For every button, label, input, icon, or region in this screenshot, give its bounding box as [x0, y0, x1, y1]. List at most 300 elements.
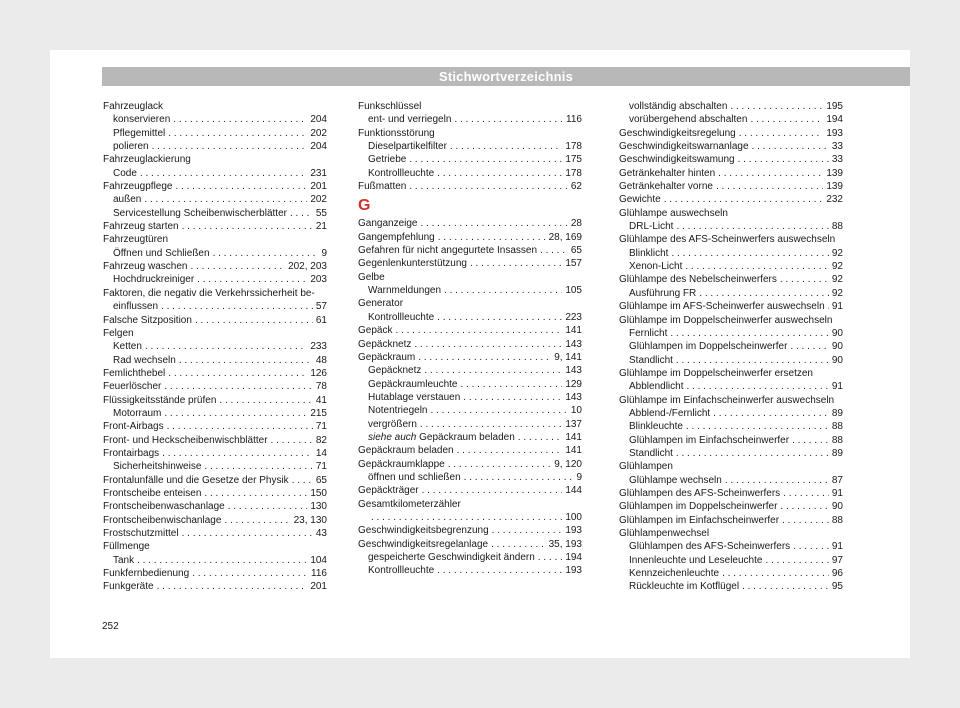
entry-label: Gelbe [358, 271, 385, 283]
index-subentry [619, 567, 843, 580]
entry-page-ref: 204 [310, 114, 327, 126]
entry-page-ref: 141 [565, 445, 582, 457]
entry-label-continued: einflussen [113, 301, 159, 313]
leader-dots [137, 554, 307, 567]
entry-page-ref: 143 [565, 365, 582, 377]
leader-dots [144, 193, 307, 206]
entry-label: Rückleuchte im Kotflügel [629, 581, 740, 593]
leader-dots [540, 244, 568, 257]
entry-label: Geschwindigkeitswarnanlage [619, 141, 749, 153]
entry-page-ref: 71 [315, 421, 327, 433]
leader-dots [676, 354, 829, 367]
entry-label: Standlicht [629, 447, 673, 459]
entry-page-ref: 9 [576, 471, 582, 483]
index-subentry [358, 311, 582, 324]
entry-label: Gesamtkilometerzähler [358, 498, 461, 510]
index-subentry [103, 460, 327, 473]
entry-label: konservieren [113, 114, 171, 126]
entry-page-ref: 178 [565, 167, 582, 179]
entry-page-ref: 116 [566, 114, 582, 126]
index-entry [103, 500, 327, 513]
entry-page-ref: 23, 130 [293, 514, 327, 526]
leader-dots [783, 487, 829, 500]
entry-label: Funkschlüssel [358, 101, 422, 112]
index-entry [103, 527, 327, 540]
leader-dots [424, 364, 562, 377]
entry-label: Gewichte [619, 194, 661, 206]
index-entry [619, 394, 843, 407]
index-entry [358, 524, 582, 537]
entry-page-ref: 202 [310, 194, 327, 206]
entry-label: vollständig abschalten [629, 101, 728, 112]
index-entry [103, 314, 327, 327]
entry-label: Ganganzeige [358, 218, 418, 230]
entry-label: Glühlampen im Doppelscheinwerfer [629, 341, 788, 353]
leader-dots [538, 551, 563, 564]
entry-label: vorübergehend abschalten [629, 114, 748, 126]
entry-label: Kontrollleuchte [368, 167, 435, 179]
leader-dots [685, 260, 829, 273]
index-subentry [103, 247, 327, 260]
entry-label: Geschwindigkeitsregelung [619, 127, 736, 139]
entry-page-ref: 175 [565, 154, 582, 166]
index-entry [103, 367, 327, 380]
entry-label: Front-Airbags [103, 421, 164, 433]
leader-dots [454, 113, 563, 126]
entry-page-ref: 87 [831, 474, 843, 486]
index-subentry [358, 551, 582, 564]
leader-dots [213, 247, 319, 260]
entry-label: Fahrzeugpflege [103, 181, 173, 193]
leader-dots [395, 324, 562, 337]
entry-page-ref: 204 [310, 141, 327, 153]
leader-dots [152, 140, 308, 153]
entry-label: Felgen [103, 327, 134, 339]
leader-dots [414, 338, 562, 351]
leader-dots [290, 207, 313, 220]
leader-dots [463, 391, 562, 404]
index-entry [358, 297, 582, 310]
entry-page-ref: 55 [315, 207, 327, 219]
index-subentry [619, 247, 843, 260]
index-entry [103, 180, 327, 193]
entry-page-ref: 92 [831, 274, 843, 286]
entry-page-ref: 97 [831, 554, 843, 566]
index-entry [619, 167, 843, 180]
entry-page-ref: 129 [565, 378, 582, 390]
leader-dots [224, 514, 290, 527]
leader-dots [450, 140, 562, 153]
leader-dots [670, 327, 829, 340]
entry-page-ref: 88 [831, 434, 843, 446]
index-entry [358, 244, 582, 257]
leader-dots [518, 431, 563, 444]
entry-page-ref: 231 [310, 167, 327, 179]
index-entry [103, 514, 327, 527]
entry-label: Glühlampen im Doppelscheinwerfer [619, 501, 778, 513]
index-subentry [103, 354, 327, 367]
entry-label: Gepäckraumklappe [358, 458, 445, 470]
entry-page-ref: 91 [831, 541, 843, 553]
entry-page-ref: 202 [310, 127, 327, 139]
index-entry [103, 567, 327, 580]
entry-label: Glühlampe im AFS-Scheinwerfer auswechseln [619, 301, 825, 313]
entry-label: Flüssigkeitsstände prüfen [103, 394, 217, 406]
index-subentry [103, 407, 327, 420]
leader-dots [437, 311, 562, 324]
leader-dots [686, 420, 829, 433]
leader-dots [145, 340, 307, 353]
entry-page-ref: 201 [310, 181, 327, 193]
index-entry [619, 273, 843, 286]
leader-dots [676, 447, 829, 460]
index-subentry [358, 564, 582, 577]
entry-page-ref: 88 [831, 221, 843, 233]
index-subentry [358, 364, 582, 377]
entry-page-ref: 62 [570, 181, 582, 193]
entry-page-ref: 28, 169 [548, 231, 582, 243]
leader-dots [792, 434, 829, 447]
index-entry [619, 500, 843, 513]
entry-page-ref: 143 [565, 338, 582, 350]
index-subentry [103, 127, 327, 140]
entry-label: Gepäck [358, 325, 393, 337]
entry-label: Fahrzeug waschen [103, 261, 188, 273]
leader-dots [750, 113, 823, 126]
entry-label: Fahrzeug starten [103, 221, 179, 233]
leader-dots [739, 127, 824, 140]
index-subentry [358, 140, 582, 153]
entry-page-ref: 92 [831, 247, 843, 259]
entry-label: Gepäckraum [358, 351, 416, 363]
entry-page-ref: 202, 203 [288, 261, 327, 273]
index-entry [358, 538, 582, 551]
index-entry [358, 231, 582, 244]
leader-dots [176, 180, 308, 193]
index-entry [619, 180, 843, 193]
entry-page-ref: 82 [315, 434, 327, 446]
entry-label: Getriebe [368, 154, 407, 166]
index-subentry [103, 193, 327, 206]
entry-label: Frontscheibenwaschanlage [103, 501, 225, 513]
index-subentry [103, 273, 327, 286]
leader-dots [718, 167, 823, 180]
index-subentry [619, 340, 843, 353]
leader-dots [430, 404, 567, 417]
entry-page-ref: 88 [831, 514, 843, 526]
entry-label: Femlichthebel [103, 367, 166, 379]
leader-dots [444, 284, 562, 297]
entry-page-ref: 65 [315, 474, 327, 486]
index-entry [358, 217, 582, 230]
index-entry [358, 180, 582, 193]
leader-dots [167, 420, 313, 433]
entry-page-ref: 89 [831, 407, 843, 419]
index-entry [103, 487, 327, 500]
leader-dots [725, 474, 829, 487]
entry-label: Gegenlenkunterstützung [358, 258, 467, 270]
entry-label: Pflegemittel [113, 127, 166, 139]
entry-label: Fernlicht [629, 327, 668, 339]
entry-page-ref: 90 [831, 354, 843, 366]
leader-dots [409, 153, 562, 166]
entry-page-ref: 91 [831, 381, 843, 393]
section-letter: G [358, 197, 371, 215]
entry-label: Glühlampe im Doppelscheinwerfer ersetzen [619, 367, 813, 379]
entry-label: Gefahren für nicht angegurtete Insassen [358, 245, 538, 257]
index-entry [103, 434, 327, 447]
entry-label: Rad wechseln [113, 354, 176, 366]
leader-dots [492, 524, 563, 537]
entry-page-ref: 65 [570, 245, 582, 257]
entry-page-ref: 215 [310, 407, 327, 419]
entry-label: Notentriegeln [368, 405, 428, 417]
leader-dots [164, 407, 307, 420]
entry-page-ref: 95 [831, 581, 843, 593]
index-subentry [358, 391, 582, 404]
entry-label: Gangempfehlung [358, 231, 435, 243]
index-subentry [358, 153, 582, 166]
index-column-3 [619, 100, 843, 594]
leader-dots [470, 257, 562, 270]
entry-label: Faktoren, die negativ die Verkehrssicherheit be- [103, 287, 315, 299]
leader-dots [457, 444, 563, 457]
leader-dots [671, 247, 828, 260]
index-entry [103, 540, 327, 553]
entry-label: Falsche Sitzposition [103, 314, 192, 326]
entry-label: Getränkehalter hinten [619, 167, 716, 179]
entry-page-ref: 90 [831, 327, 843, 339]
entry-page-ref: 91 [831, 301, 843, 313]
leader-dots [422, 484, 563, 497]
index-entry [103, 474, 327, 487]
index-subentry [619, 580, 843, 593]
entry-label: öffnen und schließen [368, 471, 461, 483]
index-subentry [619, 380, 843, 393]
entry-label: Frontscheibenwischanlage [103, 514, 222, 526]
leader-dots [182, 220, 313, 233]
leader-dots [164, 380, 313, 393]
leader-dots [437, 167, 562, 180]
entry-page-ref: 233 [310, 341, 327, 353]
index-subentry [619, 220, 843, 233]
leader-dots [752, 140, 829, 153]
index-entry [103, 380, 327, 393]
index-entry [358, 444, 582, 457]
entry-label: Gepäcknetz [368, 365, 422, 377]
leader-dots [204, 487, 307, 500]
entry-page-ref: 193 [565, 525, 582, 537]
index-entry [103, 153, 327, 166]
leader-dots [793, 540, 829, 553]
index-entry [103, 220, 327, 233]
index-subentry [619, 354, 843, 367]
entry-page-ref: 143 [565, 391, 582, 403]
index-subentry [619, 327, 843, 340]
leader-dots [173, 113, 307, 126]
entry-label: Standlicht [629, 354, 673, 366]
entry-label: Glühlampe wechseln [629, 474, 722, 486]
index-subentry [358, 113, 582, 126]
entry-page-ref: 88 [831, 421, 843, 433]
entry-label: Hutablage verstauen [368, 391, 461, 403]
entry-page-ref: 141 [565, 325, 582, 337]
leader-dots [418, 351, 551, 364]
index-subentry [619, 434, 843, 447]
entry-page-ref: 201 [310, 581, 327, 593]
index-subentry [103, 140, 327, 153]
entry-label: Fußmatten [358, 181, 407, 193]
index-entry [619, 127, 843, 140]
leader-dots [371, 511, 562, 524]
index-entry [358, 351, 582, 364]
entry-page-ref: 41 [315, 394, 327, 406]
index-subentry [619, 420, 843, 433]
leader-dots [713, 407, 829, 420]
entry-label: Kennzeichenleuchte [629, 568, 720, 580]
entry-page-ref: 78 [315, 381, 327, 393]
index-entry [103, 233, 327, 246]
entry-label: Blinklicht [629, 247, 669, 259]
leader-dots [742, 580, 829, 593]
leader-dots [162, 447, 313, 460]
entry-page-ref: 193 [565, 565, 582, 577]
entry-label: Frostschutzmittel [103, 528, 179, 539]
leader-dots [765, 554, 828, 567]
entry-page-ref: 194 [565, 552, 582, 563]
index-entry [619, 514, 843, 527]
leader-dots [722, 567, 829, 580]
entry-label: Gepäcknetz [358, 338, 412, 350]
entry-page-ref: 137 [565, 418, 582, 430]
leader-dots [140, 167, 307, 180]
entry-label: Kontrollleuchte [368, 565, 435, 577]
index-entry [103, 420, 327, 433]
leader-dots [790, 340, 828, 353]
entry-label: Xenon-Licht [629, 261, 683, 273]
entry-label: ent- und verriegeln [368, 114, 452, 126]
page-number: 252 [102, 621, 119, 632]
entry-label: Geschwindigkeitsregelanlage [358, 538, 489, 550]
entry-label: Glühlampe des AFS-Scheinwerfers auswechseln [619, 234, 836, 246]
leader-dots [421, 217, 568, 230]
entry-page-ref: 139 [826, 181, 843, 193]
leader-dots [195, 314, 313, 327]
index-entry [358, 458, 582, 471]
entry-label: Glühlampen im Einfachscheinwerfer [619, 514, 780, 526]
index-subentry [619, 113, 843, 126]
entry-page-ref: 14 [315, 447, 327, 459]
entry-page-ref: 28 [570, 218, 582, 230]
leader-dots [182, 527, 313, 540]
leader-dots [828, 300, 829, 313]
index-entry [358, 100, 582, 113]
index-subentry [619, 287, 843, 300]
entry-page-ref: 57 [315, 301, 327, 313]
index-subentry [619, 540, 843, 553]
entry-label: Fahrzeugtüren [103, 234, 169, 246]
entry-page-ref: 91 [831, 487, 843, 499]
entry-page-ref: 33 [831, 154, 843, 166]
entry-page-ref: 126 [310, 367, 327, 379]
entry-label: Ausführung FR [629, 287, 697, 299]
leader-dots [699, 287, 829, 300]
entry-label: Frontairbags [103, 447, 160, 459]
leader-dots [168, 127, 307, 140]
entry-page-ref: 9, 120 [554, 458, 582, 470]
leader-dots [192, 567, 308, 580]
entry-label: Getränkehalter vorne [619, 181, 713, 193]
leader-dots [228, 500, 308, 513]
index-entry [619, 233, 843, 246]
leader-dots [780, 500, 828, 513]
index-subentry [103, 554, 327, 567]
index-subentry [358, 167, 582, 180]
leader-dots [730, 100, 823, 113]
index-subentry [619, 407, 843, 420]
leader-dots [219, 394, 312, 407]
leader-dots [738, 153, 829, 166]
entry-page-ref: 157 [565, 258, 582, 270]
index-entry [103, 580, 327, 593]
entry-label: Funkfernbedienung [103, 568, 190, 580]
entry-label: Geschwindigkeitsbegrenzung [358, 525, 489, 537]
entry-label: Frontscheibe enteisen [103, 487, 202, 499]
entry-label: Ketten [113, 341, 142, 353]
entry-label: Geschwindigkeitswamung [619, 154, 735, 166]
leader-dots [664, 193, 824, 206]
leader-dots [686, 380, 828, 393]
leader-dots [448, 458, 551, 471]
leader-dots [204, 460, 312, 473]
index-entry [358, 498, 582, 511]
entry-page-ref: 104 [310, 554, 327, 566]
index-entry [358, 484, 582, 497]
entry-label: Gepäckraum beladen [358, 445, 454, 457]
leader-dots [292, 474, 313, 487]
index-entry [619, 367, 843, 380]
entry-page-ref: 130 [310, 501, 327, 513]
index-entry [103, 260, 327, 273]
entry-label: siehe auch Gepäckraum beladen [368, 431, 515, 443]
entry-label: Gepäckraumleuchte [368, 378, 458, 390]
index-subentry [103, 207, 327, 220]
index-entry [103, 447, 327, 460]
entry-label: Servicestellung Scheibenwischerblätter [113, 207, 287, 219]
entry-page-ref: 89 [831, 447, 843, 459]
entry-page-ref: 9, 141 [554, 351, 582, 363]
index-subentry [358, 418, 582, 431]
entry-page-ref: 9 [321, 247, 327, 259]
entry-page-ref: 92 [831, 287, 843, 299]
index-subentry [358, 471, 582, 484]
index-subentry [358, 431, 582, 444]
entry-label: Blinkleuchte [629, 421, 683, 433]
entry-label: Abblendlicht [629, 381, 684, 393]
entry-page-ref: 21 [315, 221, 327, 233]
entry-label: Glühlampe auswechseln [619, 207, 728, 219]
index-subentry [619, 474, 843, 487]
index-column-2 [358, 100, 582, 578]
entry-label: Frontalunfälle und die Gesetze der Physik [103, 474, 289, 486]
entry-label: Innenleuchte und Leseleuchte [629, 554, 763, 566]
leader-dots [191, 260, 286, 273]
entry-page-ref: 193 [826, 127, 843, 139]
entry-label: Fahrzeuglack [103, 101, 164, 112]
index-subentry [619, 554, 843, 567]
index-subentry [358, 378, 582, 391]
entry-page-ref: 100 [565, 511, 582, 523]
